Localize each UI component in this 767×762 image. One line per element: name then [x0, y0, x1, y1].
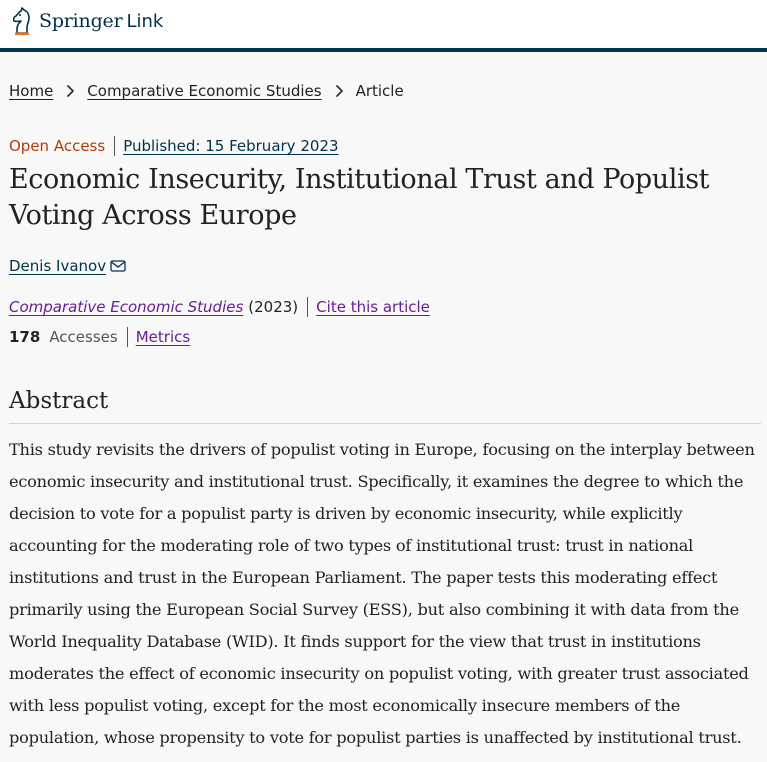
journal-info [9, 297, 430, 317]
breadcrumb-current: Article [355, 82, 404, 100]
logo-sub-text: Link [126, 10, 164, 32]
chevron-right-icon [332, 84, 346, 98]
meta-divider [114, 136, 115, 156]
article-metrics [9, 327, 190, 347]
breadcrumb-journal-link[interactable]: Comparative Economic Studies [87, 82, 322, 100]
chess-knight-icon [10, 6, 36, 36]
open-access-badge: Open Access [9, 137, 106, 155]
publication-year: (2023) [248, 298, 299, 316]
cite-article-link[interactable]: Cite this article [316, 298, 430, 316]
author-link[interactable]: Denis Ivanov [9, 257, 107, 275]
chevron-right-icon [63, 84, 77, 98]
breadcrumb [9, 82, 404, 100]
accesses-count: 178 [9, 328, 41, 346]
metrics-link[interactable]: Metrics [135, 328, 191, 346]
published-date-link[interactable]: Published: 15 February 2023 [123, 137, 339, 155]
springer-link-logo[interactable] [10, 6, 163, 36]
author-list [9, 257, 126, 275]
journal-divider [307, 297, 308, 317]
article-meta [9, 136, 339, 156]
journal-link[interactable]: Comparative Economic Studies [9, 298, 244, 316]
logo-brand-text: Springer [39, 10, 123, 32]
accesses-label: Accesses [49, 328, 118, 346]
metrics-divider [127, 327, 128, 347]
breadcrumb-home-link[interactable]: Home [9, 82, 54, 100]
abstract-text: This study revisits the drivers of populist voting in Europe, focusing on the interplay between economic insecurity and institutional trust. Specifically, it examines the degree to which the decision to vote for a populist party is driven by economic insecurity, while explicitly accounting for the moderating role of two types of institutional trust: trust in national institutions and trust in the European Parliament. The paper tests this moderating effect primarily using the European Social Survey (ESS), but also combining it with data from the World Inequality Database (WID). It finds support for the view that trust in institutions moderates the effect of economic insecurity on populist voting, with greater trust associated with less populist voting, except for the most economically insecure members of the population, whose propensity to vote for populist parties is unaffected by institutional trust. [9, 440, 755, 747]
article-title: Economic Insecurity, Institutional Trust and Populist Voting Across Europe [9, 164, 710, 231]
mail-icon[interactable] [110, 260, 126, 272]
site-header [0, 0, 767, 52]
abstract-heading: Abstract [9, 388, 109, 414]
abstract-divider [9, 423, 761, 424]
